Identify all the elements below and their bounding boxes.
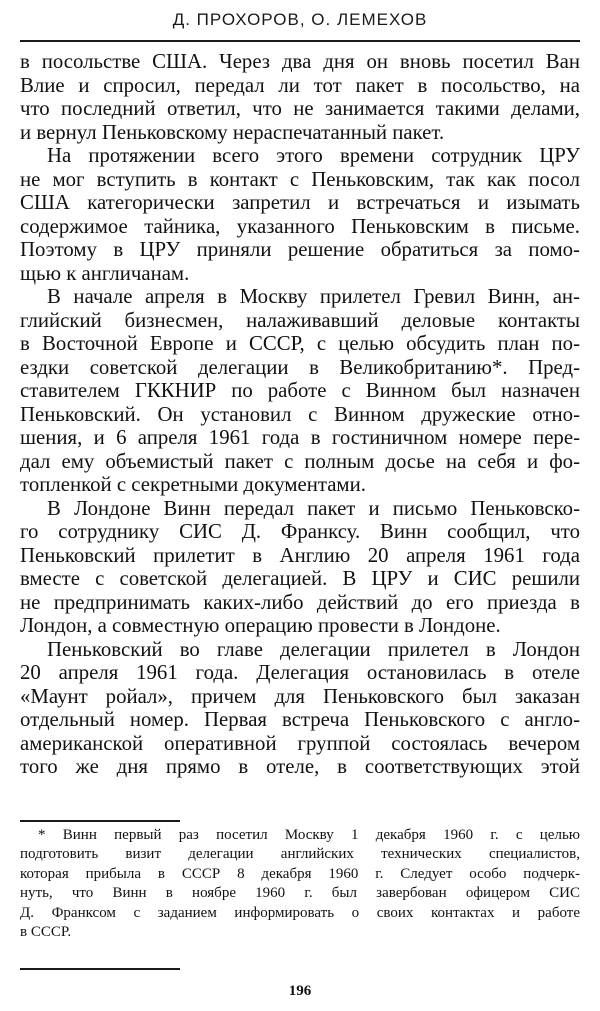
paragraph bbox=[20, 497, 580, 638]
footnote-line: подготовить визит делегации английских технических специалистов, bbox=[20, 846, 580, 863]
paragraph bbox=[20, 144, 580, 285]
text-line: того же дня прямо в отеле, в соответствующих этой bbox=[20, 755, 580, 778]
text-line: глийский бизнесмен, налаживавший деловые контакты bbox=[20, 308, 580, 332]
text-line: в Восточной Европе и СССР, с целью обсудить план по- bbox=[20, 332, 580, 355]
text-line: 20 апреля 1961 года. Делегация остановилась в отеле bbox=[20, 661, 580, 684]
text-line: шения, и 6 апреля 1961 года в гостиничном номере пере- bbox=[20, 426, 580, 449]
text-line: США категорически запретил и встречаться и изымать bbox=[20, 191, 580, 214]
text-line: американской оперативной группой состоялась вечером bbox=[20, 731, 580, 755]
text-line: в посольстве США. Через два дня он вновь посетил Ван bbox=[20, 50, 580, 73]
text-line: В Лондоне Винн передал пакет и письмо Пеньковско- bbox=[47, 496, 580, 520]
footnote-line: * Винн первый раз посетил Москву 1 декабря 1960 г. с целью bbox=[38, 827, 580, 843]
footnote-line: в СССР. bbox=[20, 924, 72, 941]
text-line: Лондон, а совместную операцию провести в Лондоне. bbox=[20, 614, 501, 637]
text-line: Поэтому в ЦРУ приняли решение обратиться за помо- bbox=[20, 238, 580, 261]
text-line: и вернул Пеньковскому нераспечатанный пакет. bbox=[20, 120, 445, 144]
paragraph bbox=[20, 50, 580, 144]
text-line: Влие и спросил, передал ли тот пакет в посольство, на bbox=[20, 73, 580, 97]
text-line: дал ему объемистый пакет с полным досье на себя и фо- bbox=[20, 449, 580, 473]
footnote bbox=[20, 826, 580, 942]
bottom-rule bbox=[20, 968, 180, 970]
footnote-line: нуть, что Винн в ноябре 1960 г. был завербован офицером СИС bbox=[20, 885, 580, 902]
text-line: вместе с советской делегацией. В ЦРУ и СИС решили bbox=[20, 567, 580, 590]
page-number: 196 bbox=[288, 983, 312, 999]
text-line: Пеньковский во главе делегации прилетел в Лондон bbox=[47, 637, 580, 661]
paragraph bbox=[20, 285, 580, 497]
text-line: ставителем ГККНИР по работе с Винном был назначен bbox=[20, 379, 580, 402]
text-line: В начале апреля в Москву прилетел Гревил Винн, ан- bbox=[47, 285, 580, 308]
text-line: Пеньковский прилетит в Англию 20 апреля 1961 года bbox=[20, 543, 580, 567]
footnote-line: Д. Франксом с заданием информировать о своих контактах и работе bbox=[20, 904, 580, 921]
main-text bbox=[20, 50, 580, 779]
text-line: что последний ответил, что не занимается такими делами, bbox=[20, 97, 580, 120]
footnote-line: которая прибыла в СССР 8 декабря 1960 г. Следует особо подчерк- bbox=[20, 865, 580, 882]
text-line: отдельный номер. Первая встреча Пеньковского с англо- bbox=[20, 708, 580, 731]
running-header: Д. ПРОХОРОВ, О. ЛЕМЕХОВ bbox=[172, 10, 428, 29]
footnote-rule bbox=[20, 820, 180, 822]
text-line: Пеньковский. Он установил с Винном дружеские отно- bbox=[20, 402, 580, 426]
text-line: го сотруднику СИС Д. Франксу. Винн сообщил, что bbox=[20, 520, 580, 543]
text-line: топленкой с секретными документами. bbox=[20, 473, 366, 496]
text-line: не предпринимать каких-либо действий до его приезда в bbox=[20, 590, 580, 614]
text-line: не мог вступить в контакт с Пеньковским, так как посол bbox=[20, 167, 580, 191]
paragraph bbox=[20, 638, 580, 779]
text-line: «Маунт ройал», причем для Пеньковского был заказан bbox=[20, 684, 580, 708]
text-line: содержимое тайника, указанного Пеньковским в письме. bbox=[20, 214, 580, 238]
text-line: щью к англичанам. bbox=[20, 261, 190, 285]
header-rule bbox=[20, 40, 580, 42]
text-line: На протяжении всего этого времени сотрудник ЦРУ bbox=[47, 144, 580, 167]
text-line: ездки советской делегации в Великобританию*. Пред- bbox=[20, 355, 580, 379]
